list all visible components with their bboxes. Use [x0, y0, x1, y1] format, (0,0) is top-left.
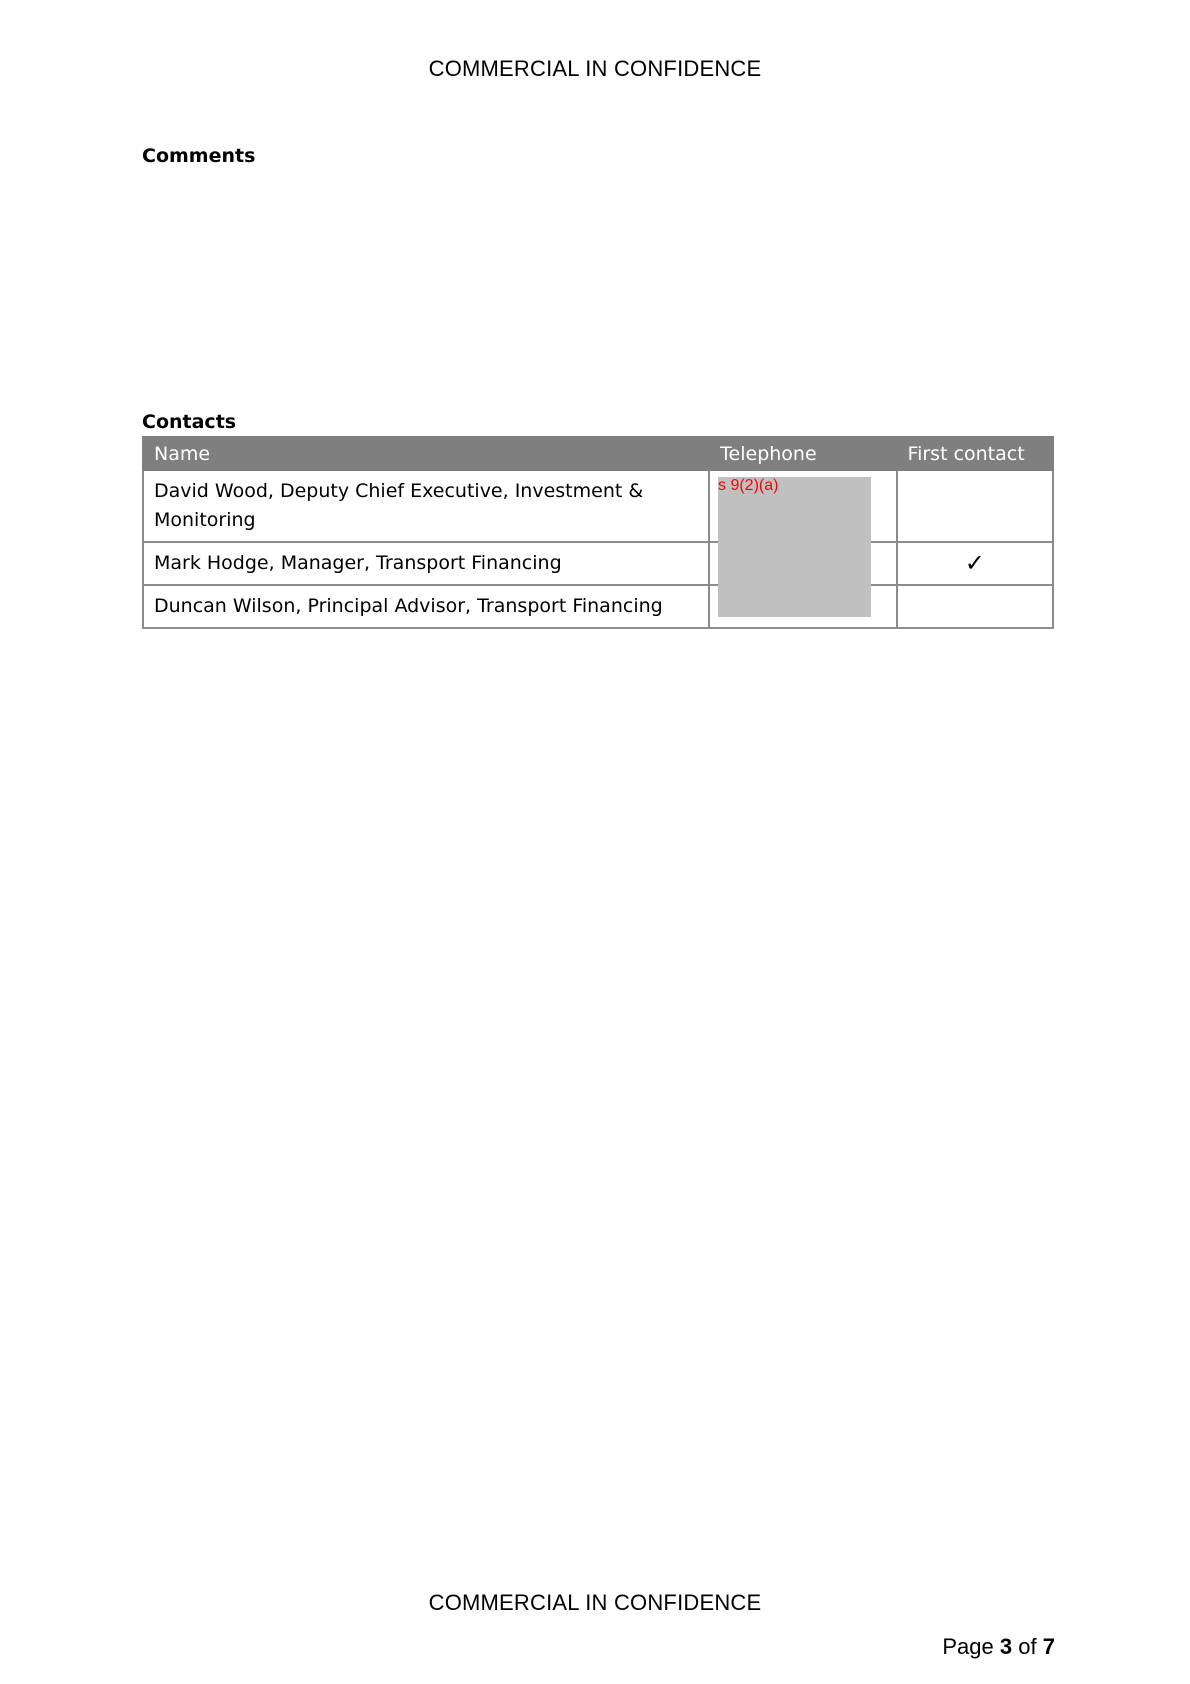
column-header-telephone: Telephone [709, 437, 896, 470]
redaction-box [718, 477, 871, 617]
column-header-name: Name [143, 437, 709, 470]
footer-classification: COMMERCIAL IN CONFIDENCE [428, 1590, 762, 1615]
column-header-first-contact: First contact [897, 437, 1053, 470]
page-of: of [1018, 1634, 1037, 1659]
table-row [143, 585, 1053, 628]
contacts-table [142, 436, 1054, 629]
contact-name-cell: Mark Hodge, Manager, Transport Financing [143, 542, 709, 585]
page-prefix: Page [942, 1634, 994, 1659]
first-contact-check-cell: ✓ [897, 542, 1053, 585]
table-row [143, 470, 1053, 542]
page-current: 3 [999, 1634, 1013, 1659]
page-total: 7 [1042, 1634, 1055, 1659]
contacts-header-row [143, 437, 1053, 470]
contact-name-cell: David Wood, Deputy Chief Executive, Investment & Monitoring [143, 470, 709, 542]
comments-heading: Comments [142, 145, 256, 167]
page-number [942, 1634, 1055, 1660]
header-classification: COMMERCIAL IN CONFIDENCE [428, 56, 762, 81]
first-contact-cell [897, 585, 1053, 628]
first-contact-cell [897, 470, 1053, 542]
table-row [143, 542, 1053, 585]
contact-name-cell: Duncan Wilson, Principal Advisor, Transport Financing [143, 585, 709, 628]
contacts-heading: Contacts [142, 411, 237, 433]
redaction-label: s 9(2)(a) [718, 477, 779, 494]
